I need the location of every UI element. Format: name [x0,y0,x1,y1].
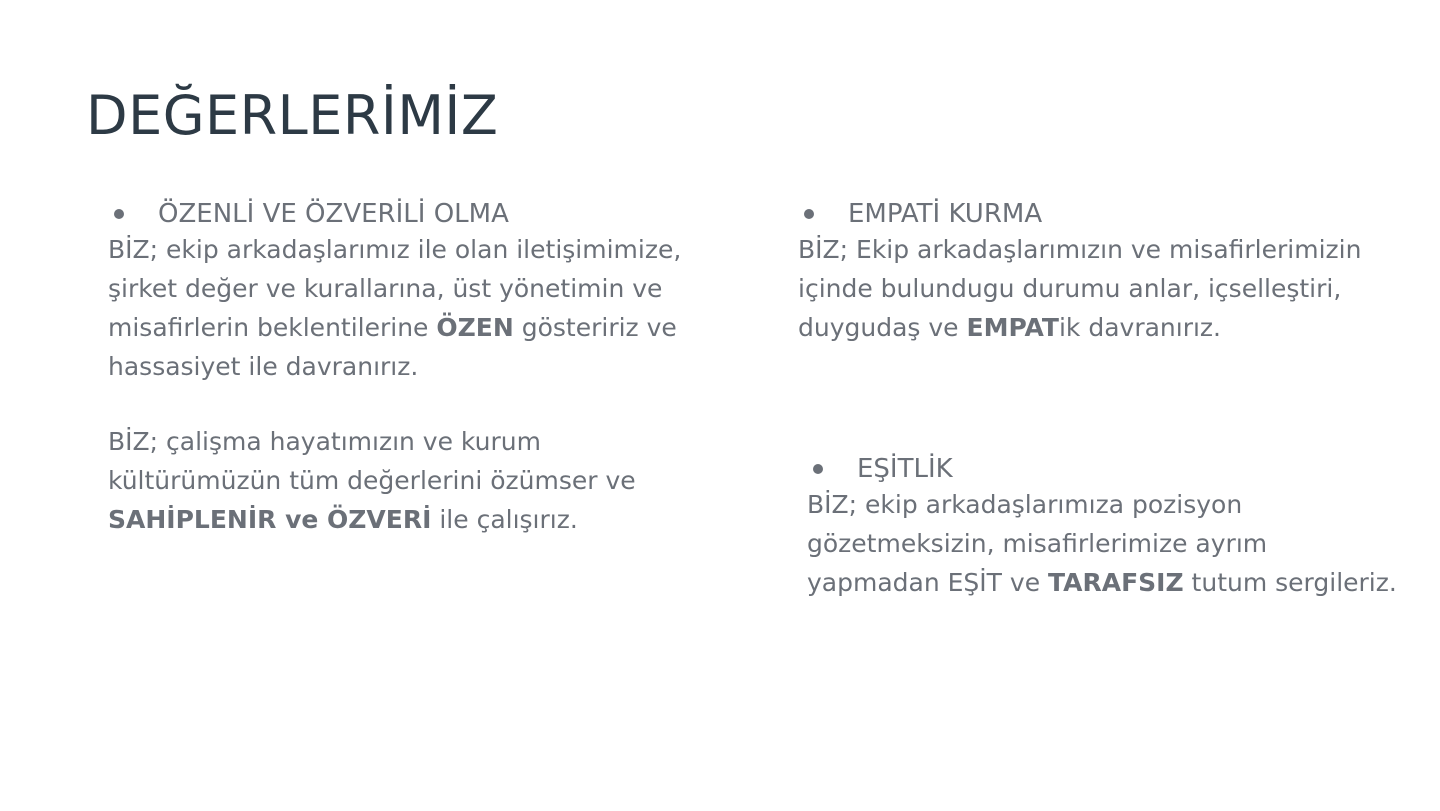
bullet-icon [114,209,124,219]
section-heading [807,453,1397,485]
heading-text: EŞİTLİK [857,454,953,484]
emphasis-text: EMPAT [966,313,1059,342]
paragraph-text: BİZ; ekip arkadaşlarımız ile olan iletişimimize, şirket değer ve kurallarına, üst yönetimin ve misafirlerin beklentilerine [108,235,682,342]
paragraph [108,422,688,539]
bullet-icon [804,209,814,219]
section-heading [798,198,1388,230]
paragraph-text: tutum sergileriz. [1183,568,1397,597]
heading-text: ÖZENLİ VE ÖZVERİLİ OLMA [158,199,509,229]
emphasis-text: SAHİPLENİR ve ÖZVERİ [108,505,432,534]
paragraph-text: BİZ; ekip arkadaşlarımıza pozisyon gözetmeksizin, misafirlerimize ayrım yapmadan EŞİT ve [807,490,1268,597]
page-title: DEĞERLERİMİZ [86,84,499,147]
paragraph [807,485,1397,602]
paragraph-text: ile çalışırız. [431,505,578,534]
section-empati-kurma [798,198,1388,347]
spacer [108,386,688,422]
emphasis-text: TARAFSIZ [1048,568,1184,597]
paragraph-text: BİZ; Ekip arkadaşlarımızın ve misafirlerimizin içinde bulundugu durumu anlar, içselleştiri, duygudaş ve [798,235,1362,342]
heading-text: EMPATİ KURMA [848,199,1043,229]
bullet-icon [813,464,823,474]
paragraph [108,230,688,386]
section-esitlik [807,453,1397,602]
emphasis-text: ÖZEN [436,313,514,342]
section-heading [108,198,688,230]
paragraph-text: ik davranırız. [1058,313,1222,342]
paragraph [798,230,1388,347]
section-ozenli-ozverili [108,198,688,539]
paragraph-text: BİZ; çalişma hayatımızın ve kurum kültürümüzün tüm değerlerini özümser ve [108,427,636,495]
paragraph-text: gösteririz ve hassasiyet ile davranırız. [108,313,677,381]
